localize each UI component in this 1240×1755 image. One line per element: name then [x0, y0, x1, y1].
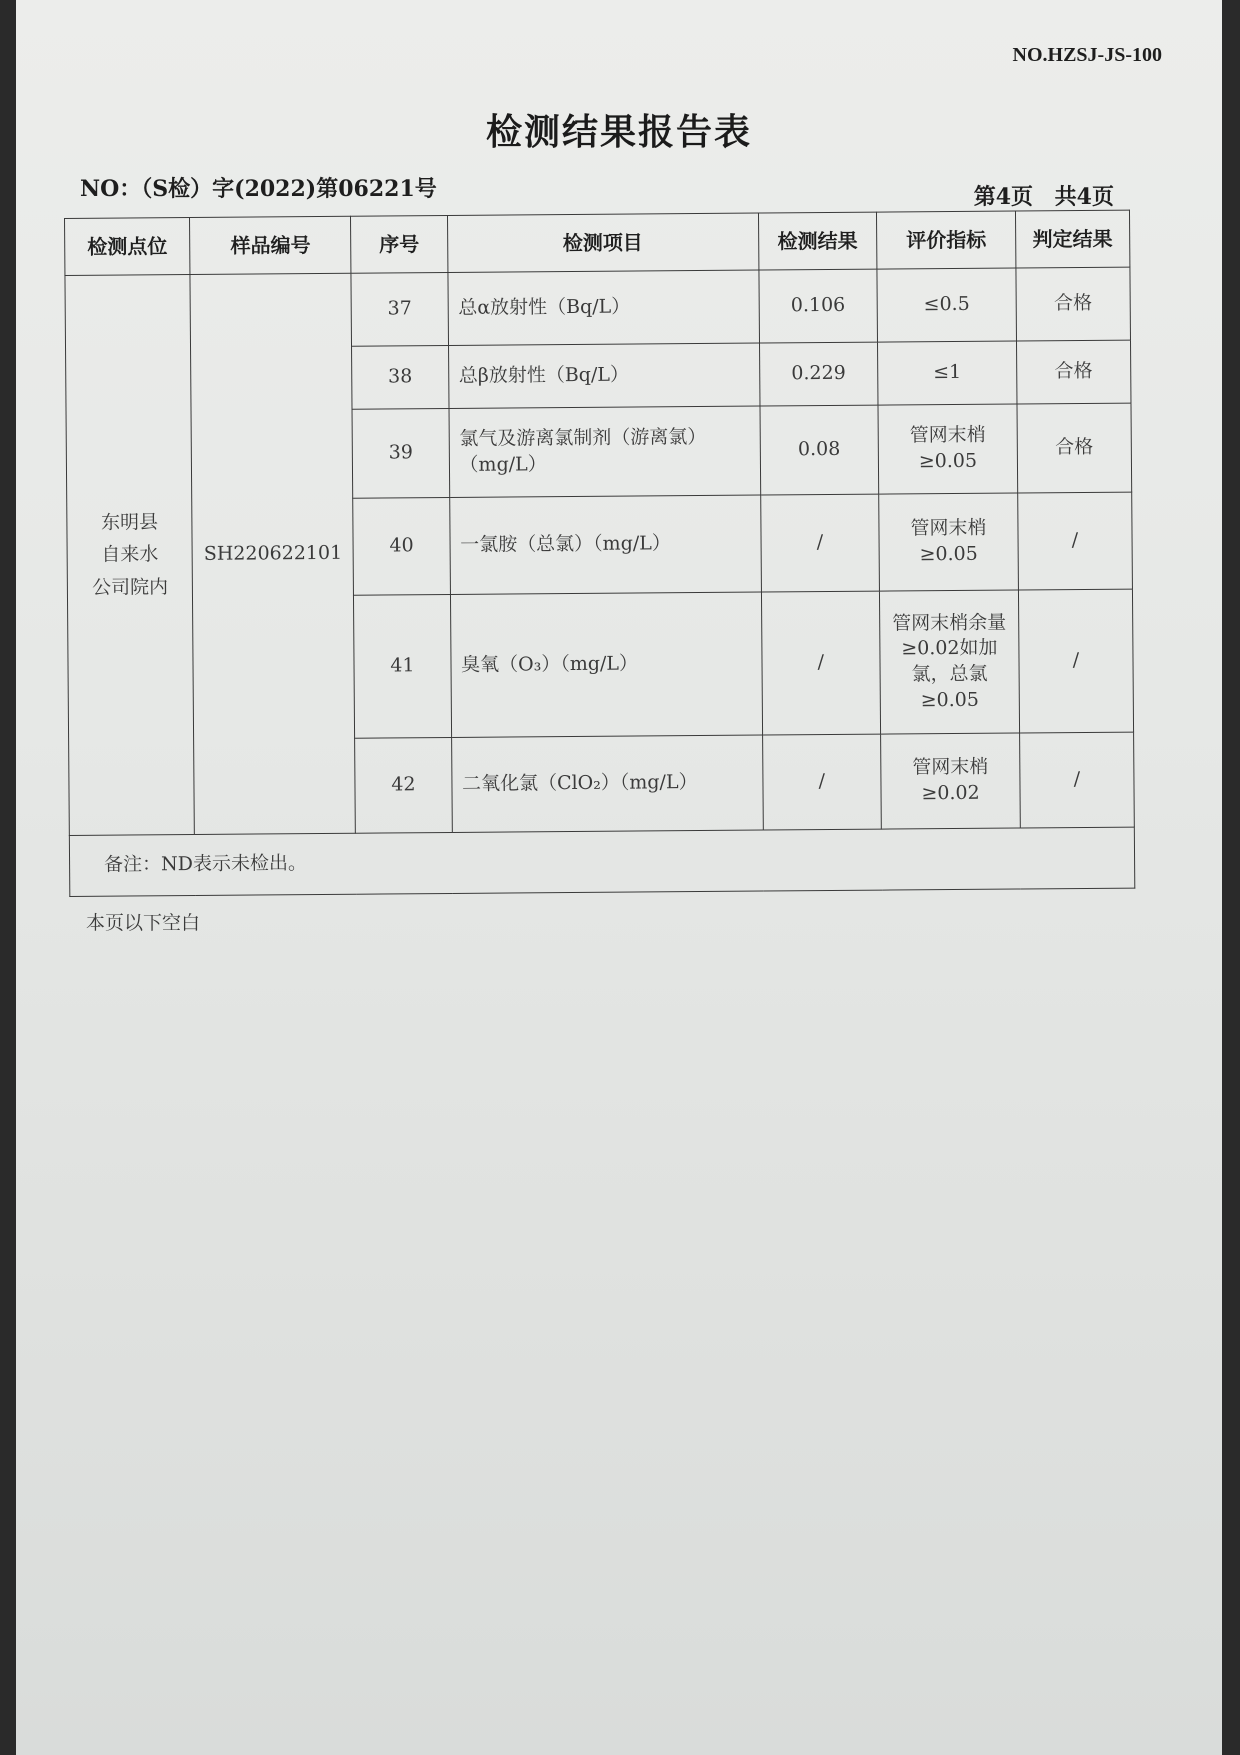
document-number: NO.HZSJ-JS-100: [1012, 44, 1162, 66]
seq-cell: 38: [352, 345, 449, 409]
standard-cell: 管网末梢≥0.02: [881, 733, 1020, 829]
item-cell: 臭氧（O₃）（mg/L）: [450, 592, 762, 737]
judgment-cell: 合格: [1016, 340, 1131, 404]
header-seq: 序号: [351, 215, 448, 273]
header-judgment: 判定结果: [1015, 210, 1130, 268]
seq-cell: 41: [354, 594, 451, 738]
item-cell: 氯气及游离氯制剂（游离氯）（mg/L）: [449, 406, 761, 497]
seq-cell: 37: [351, 272, 448, 346]
header-item: 检测项目: [447, 213, 758, 272]
seq-cell: 39: [352, 408, 449, 498]
table-row: [65, 267, 1131, 348]
seq-cell: 40: [353, 497, 450, 595]
result-cell: 0.229: [759, 342, 878, 406]
judgment-cell: 合格: [1016, 267, 1131, 341]
page-title: 检测结果报告表: [485, 111, 752, 153]
judgment-cell: /: [1018, 492, 1133, 590]
item-cell: 总α放射性（Bq/L）: [448, 270, 760, 345]
result-cell: 0.106: [758, 269, 877, 343]
note-row: [69, 827, 1134, 896]
header-location: 检测点位: [65, 218, 191, 276]
results-table: [64, 210, 1135, 897]
header-standard: 评价指标: [877, 211, 1016, 269]
result-cell: /: [762, 734, 881, 830]
result-cell: /: [761, 591, 881, 735]
paper-sheet: [16, 0, 1222, 1755]
judgment-cell: 合格: [1017, 403, 1132, 493]
seq-cell: 42: [355, 737, 452, 833]
table-header-row: [65, 210, 1130, 275]
result-cell: 0.08: [760, 405, 879, 495]
note-cell: 备注：ND表示未检出。: [69, 827, 1134, 896]
sample-id-cell: SH220622101: [190, 273, 355, 834]
header-sample-id: 样品编号: [190, 216, 352, 274]
standard-cell: ≤0.5: [877, 268, 1016, 342]
standard-cell: ≤1: [878, 341, 1017, 405]
standard-cell: 管网末梢≥0.05: [879, 493, 1018, 591]
item-cell: 一氯胺（总氯）（mg/L）: [449, 495, 761, 594]
report-number: NO：（S检）字(2022)第06221号: [80, 176, 437, 202]
item-cell: 二氧化氯（ClO₂）（mg/L）: [451, 735, 763, 832]
judgment-cell: /: [1019, 732, 1134, 828]
blank-page-note: 本页以下空白: [86, 912, 201, 934]
item-cell: 总β放射性（Bq/L）: [448, 343, 759, 408]
judgment-cell: /: [1018, 589, 1133, 733]
location-cell: 东明县 自来水 公司院内: [65, 275, 195, 836]
page-indicator: 第4页 共4页: [973, 184, 1114, 210]
standard-cell: 管网末梢≥0.05: [878, 404, 1017, 494]
result-cell: /: [760, 494, 879, 592]
standard-cell: 管网末梢余量≥0.02如加氯，总氯≥0.05: [880, 590, 1020, 734]
header-result: 检测结果: [758, 212, 877, 270]
